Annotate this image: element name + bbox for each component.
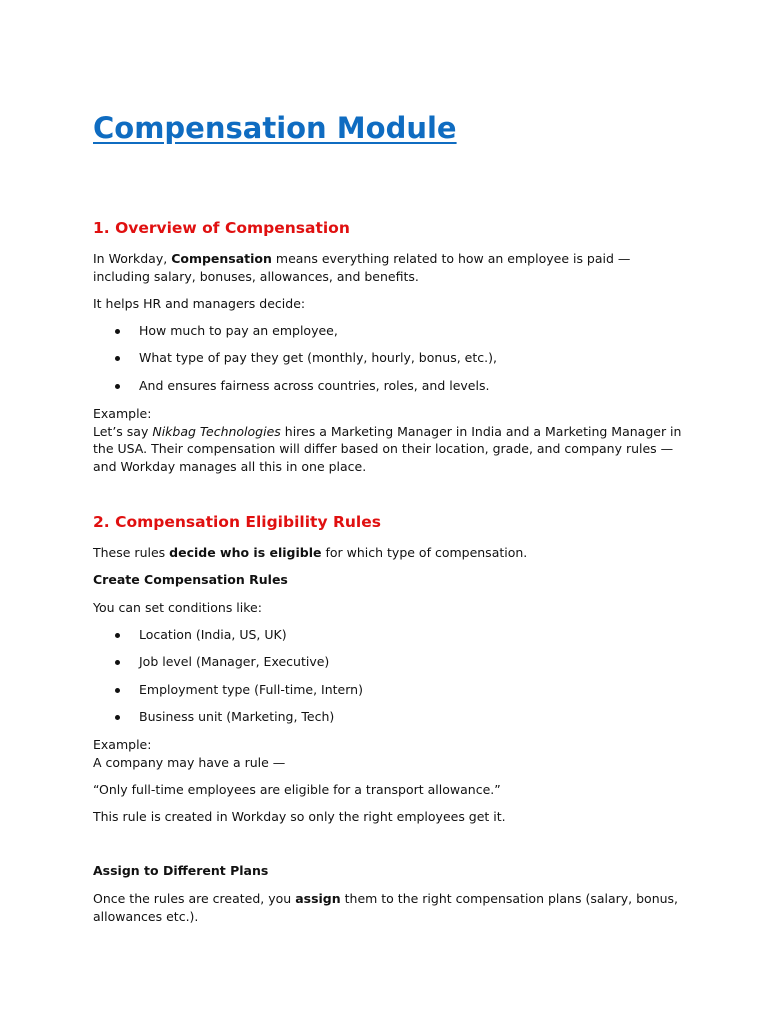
create-rules-heading: Create Compensation Rules [93,572,288,587]
list-item-text: How much to pay an employee, [139,323,338,338]
bullet-icon [115,384,120,389]
list-item-text: And ensures fairness across countries, roles, and levels. [139,377,490,393]
section-1-example [93,405,683,475]
list-item [93,681,363,708]
section-2-heading: 2. Compensation Eligibility Rules [93,513,381,531]
list-item-text: Location (India, US, UK) [139,627,287,642]
example-text: Let’s say [93,423,153,439]
list-item-text: Business unit (Marketing, Tech) [139,709,335,725]
list-item [93,626,363,653]
list-item [93,708,363,735]
bullet-icon [115,688,120,693]
page-title: Compensation Module [93,111,457,145]
bullet-icon [115,356,120,361]
quote-text: “Only full-time employees are eligible for a transport allowance.” [93,782,501,797]
section-1-bullet-list [93,322,497,404]
section-2-example [93,736,683,771]
assign-text-start: Once the rules are created, you [93,891,296,906]
bullet-icon [115,329,120,334]
list-item-text: Employment type (Full-time, Intern) [139,681,363,697]
assign-bold-term: assign [295,891,341,906]
intro-text-rest: means everything related to how an employee is paid — including salary, bonuses, allowances, and benefits. [93,251,631,284]
intro-text-rest: for which type of compensation. [321,545,528,560]
section-2-intro [93,544,683,562]
example-text-rest: hires a Marketing Manager in India and a Marketing Manager in the USA. Their compensation will differ based on their location, grade, and company rules — and Workday manages all this in one place. [93,423,682,474]
section-2-bullet-list [93,626,363,736]
bullet-icon [115,633,120,638]
assign-text [93,890,683,925]
list-item [93,322,497,349]
conditions-text: You can set conditions like: [93,600,262,615]
list-item [93,349,497,376]
bullet-icon [115,660,120,665]
list-item [93,377,497,404]
intro-text: In Workday, [93,251,172,266]
rule-created-text: This rule is created in Workday so only the right employees get it. [93,809,506,824]
example-text: A company may have a rule — [93,754,286,770]
company-name: Nikbag Technologies [152,423,281,439]
assign-plans-heading: Assign to Different Plans [93,863,269,878]
assign-text-rest: them to the right compensation plans (salary, bonus, allowances etc.). [93,891,679,924]
list-item-text: What type of pay they get (monthly, hourly, bonus, etc.), [139,350,497,366]
example-label: Example: [93,406,152,421]
intro-text: These rules [93,545,170,560]
section-1-heading: 1. Overview of Compensation [93,219,350,237]
bullet-icon [115,715,120,720]
section-1-intro [93,250,683,285]
intro-bold-term: Compensation [171,251,272,266]
list-item-text: Job level (Manager, Executive) [139,654,330,670]
example-label: Example: [93,737,152,752]
section-1-helps: It helps HR and managers decide: [93,296,306,311]
intro-bold-term: decide who is eligible [169,545,322,560]
list-item [93,653,363,680]
